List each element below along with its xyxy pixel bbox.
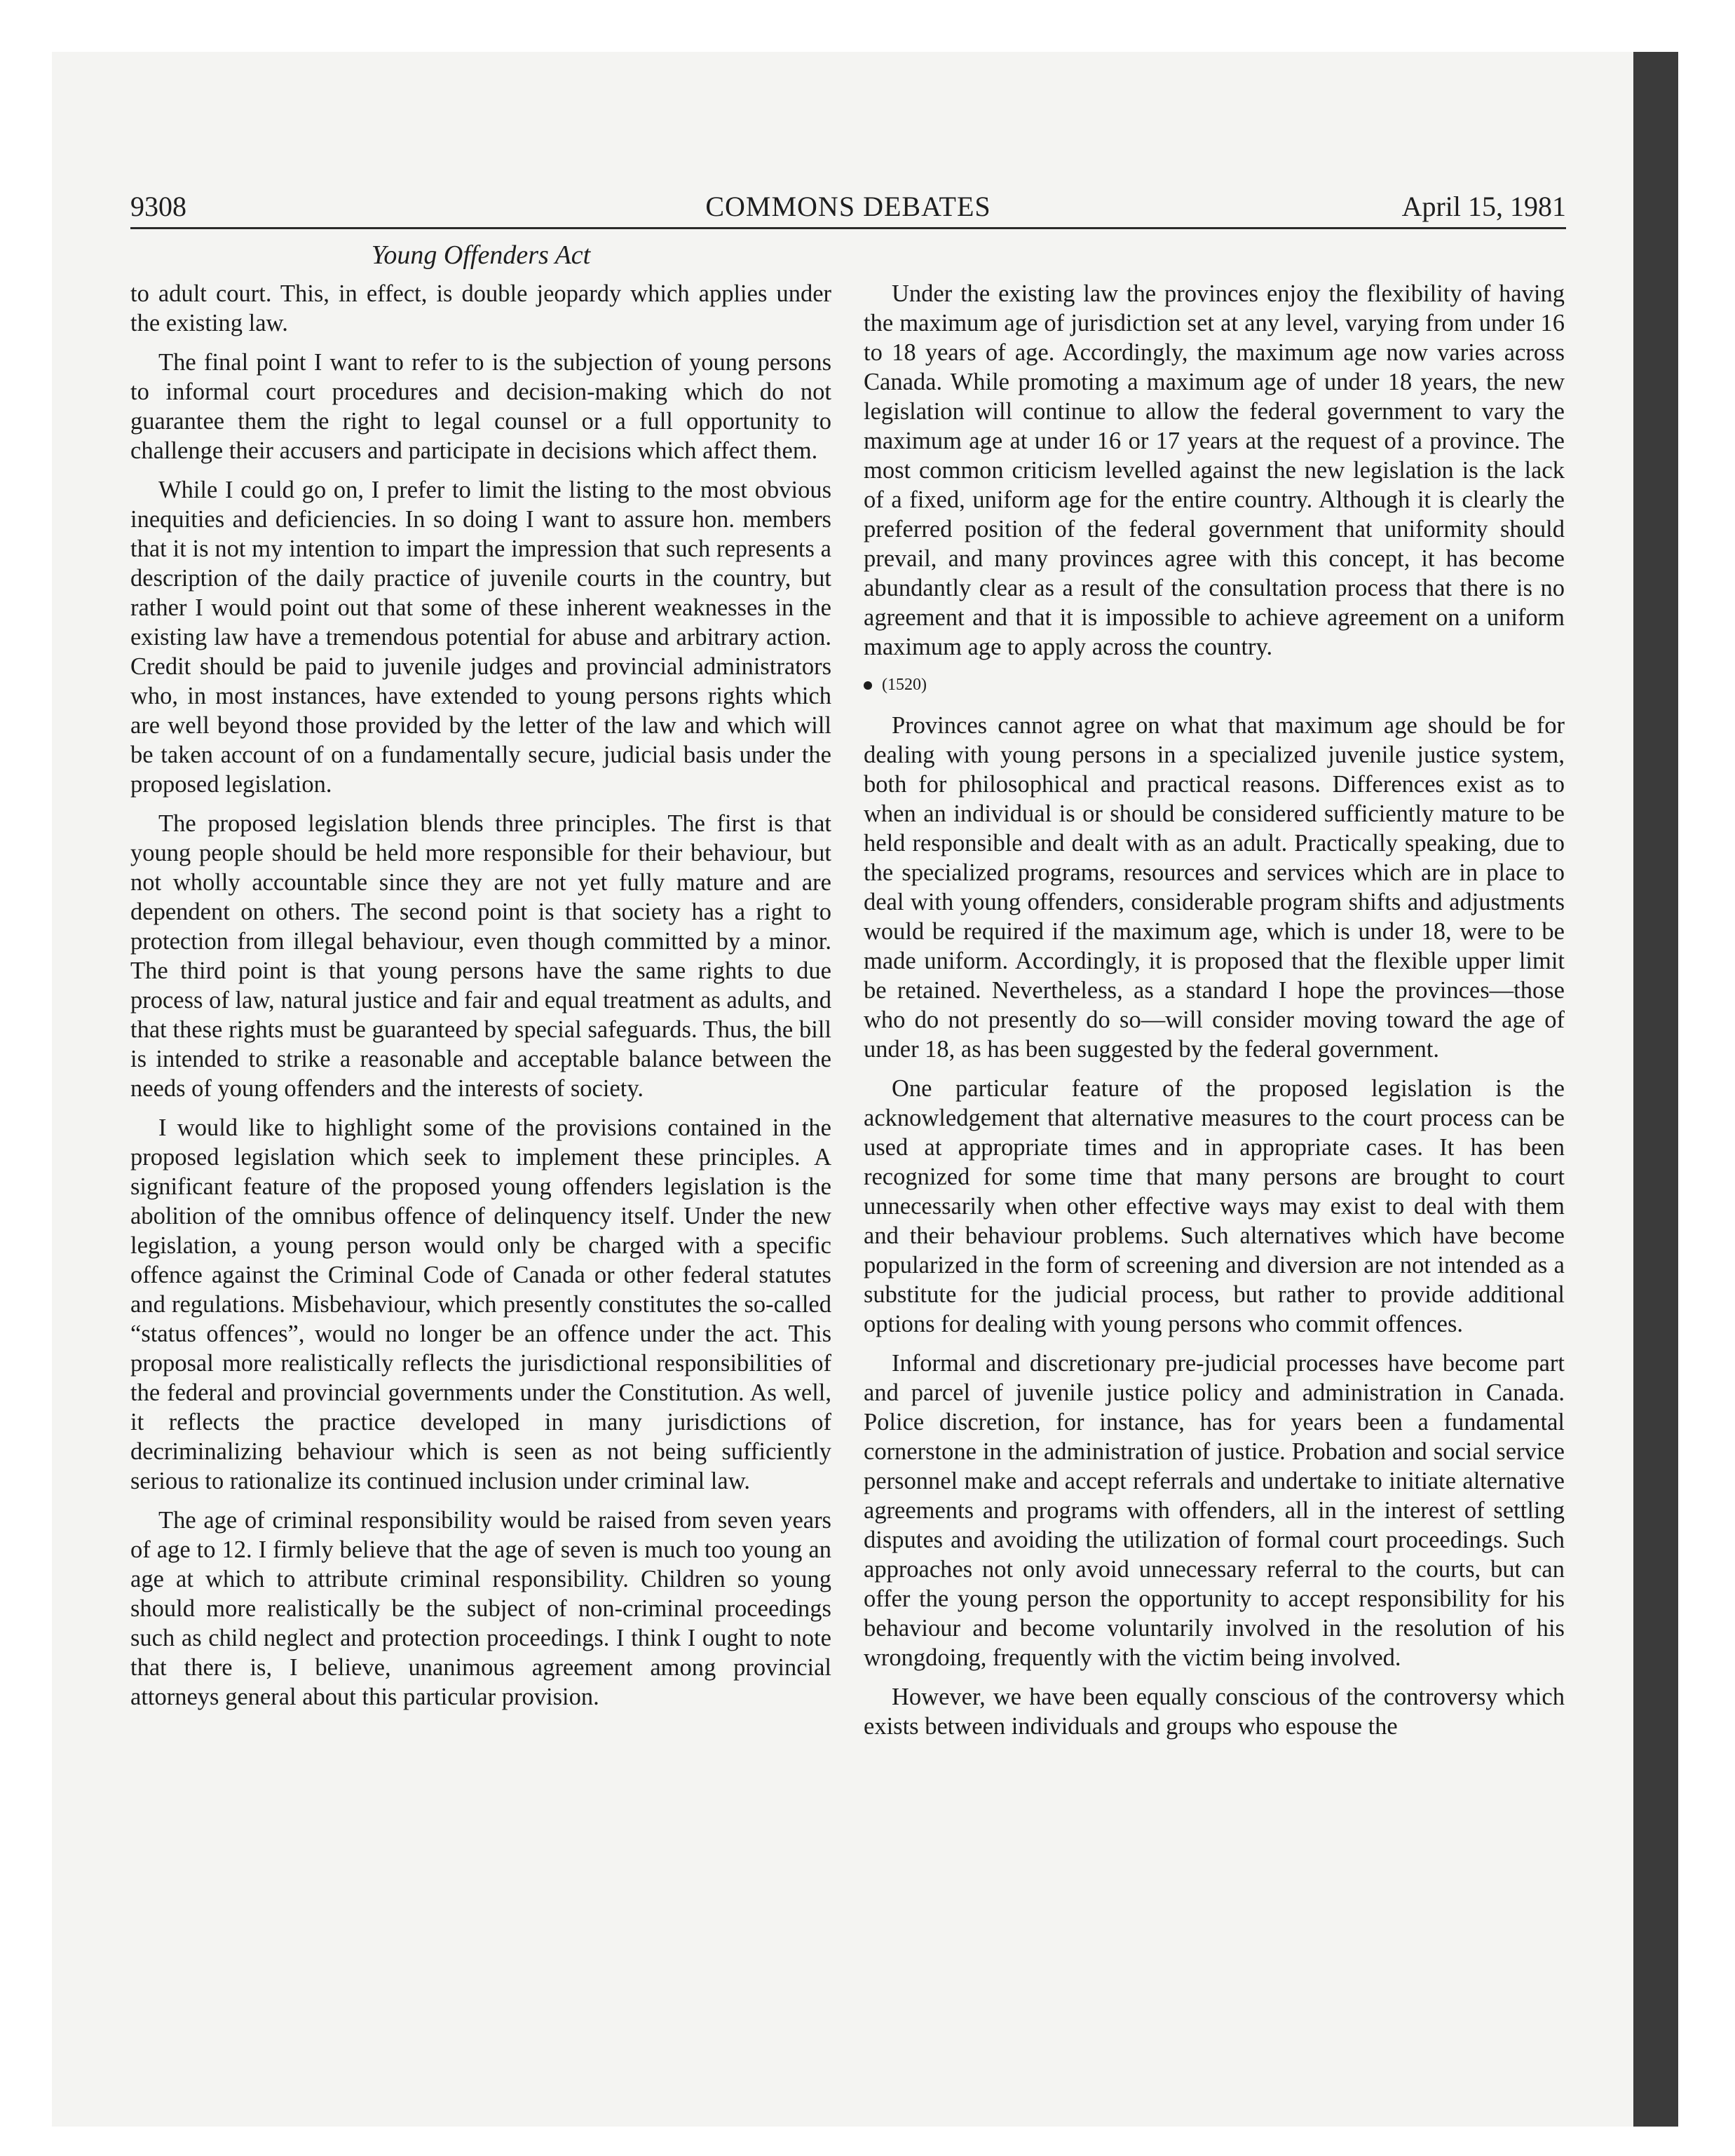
scan-edge-shadow <box>1633 52 1678 2127</box>
paragraph: The proposed legislation blends three principles. The first is that young people should be held more responsible for their behaviour, but not wholly accountable since they are not yet fully mature and are dependent on others. The second point is that society has a right to protection from illegal behaviour, even though committed by a minor. The third point is that young persons have the same rights to due process of law, natural justice and fair and equal treatment as adults, and that these rights must be guaranteed by special safeguards. Thus, the bill is intended to strike a reasonable and acceptable balance between the needs of young offenders and the interests of society. <box>130 810 831 1102</box>
publication-title: COMMONS DEBATES <box>705 191 991 222</box>
paragraph: One particular feature of the proposed legislation is the acknowledgement that alternative measures to the court process can be used at appropriate times and in appropriate cases. It has been recognized for some time that many persons are brought to court unnecessarily when other effective ways may exist to deal with them and their behaviour problems. Such alternatives which have become popularized in the form of screening and diversion are not intended as a substitute for the judicial process, but rather to provide additional options for dealing with young persons who commit offences. <box>864 1075 1565 1337</box>
bullet-icon <box>864 681 872 690</box>
paragraph: The age of criminal responsibility would be raised from seven years of age to 12. I firmly believe that the age of seven is much too young an age at which to attribute criminal responsibility. Children so young should more realistically be the subject of non-criminal proceedings such as child neglect and protection proceedings. I think I ought to note that there is, I believe, unanimous agreement among provincial attorneys general about this particular provision. <box>130 1507 831 1710</box>
right-column <box>864 279 1565 1751</box>
paragraph: The final point I want to refer to is the subjection of young persons to informal court procedures and decision-making which do not guarantee them the right to legal counsel or a full opportunity to challenge their accusers and participate in decisions which affect them. <box>130 349 831 464</box>
time-marker <box>864 674 1565 695</box>
paragraph: Informal and discretionary pre-judicial processes have become part and parcel of juvenile justice policy and administration in Canada. Police discretion, for instance, has for years been a fundamental cornerstone in the administration of justice. Probation and social service personnel make and accept referrals and undertake to initiate alternative agreements and programs with offenders, all in the interest of settling disputes and avoiding the utilization of formal court proceedings. Such approaches not only avoid unnecessary referral to the courts, but can offer the young person the opportunity to accept responsibility for his behaviour and become voluntarily involved in the resolution of his wrongdoing, frequently with the victim being involved. <box>864 1350 1565 1671</box>
page-number: 9308 <box>130 191 186 222</box>
paragraph: However, we have been equally conscious of the controversy which exists between individuals and groups who espouse the <box>864 1684 1565 1740</box>
publication-date: April 15, 1981 <box>1401 191 1566 222</box>
paragraph: I would like to highlight some of the provisions contained in the proposed legislation which seek to implement these principles. A significant feature of the proposed young offenders legislation is the abolition of the omnibus offence of delinquency itself. Under the new legislation, a young person would only be charged with a specific offence against the Criminal Code of Canada or other federal statutes and regulations. Misbehaviour, which presently constitutes the so-called “status offences”, would no longer be an offence under the act. This proposal more realistically reflects the jurisdictional responsibilities of the federal and provincial governments under the Constitution. As well, it reflects the practice developed in many jurisdictions of decriminalizing behaviour which is seen as not being sufficiently serious to rationalize its continued inclusion under criminal law. <box>130 1114 831 1494</box>
running-title: Young Offenders Act <box>371 240 591 270</box>
time-marker-text: (1520) <box>882 676 927 694</box>
paragraph: Provinces cannot agree on what that maximum age should be for dealing with young persons in a specialized juvenile justice system, both for philosophical and practical reasons. Differences exist as to when an individual is or should be considered sufficiently mature to be held responsible and dealt with as an adult. Practically speaking, due to the specialized programs, resources and services which are in place to deal with young offenders, considerable program shifts and adjustments would be required if the maximum age, which is under 18, were to be made uniform. Accordingly, it is proposed that the flexible upper limit be retained. Nevertheless, as a standard I hope the provinces—those who do not presently do so—will consider moving toward the age of under 18, as has been suggested by the federal government. <box>864 712 1565 1063</box>
paragraph: Under the existing law the provinces enjoy the flexibility of having the maximum age of jurisdiction set at any level, varying from under 16 to 18 years of age. Accordingly, the maximum age now varies across Canada. While promoting a maximum age of under 18 years, the new legislation will continue to allow the federal government to vary the maximum age at under 16 or 17 years at the request of a province. The most common criticism levelled against the new legislation is the lack of a fixed, uniform age for the entire country. Although it is clearly the preferred position of the federal government that uniformity should prevail, and many provinces agree with this concept, it has become abundantly clear as a result of the consultation process that there is no agreement and that it is impossible to achieve agreement on a uniform maximum age to apply across the country. <box>864 280 1565 660</box>
page-header <box>130 186 1566 229</box>
left-column <box>130 279 831 1721</box>
paragraph: While I could go on, I prefer to limit the listing to the most obvious inequities and deficiencies. In so doing I want to assure hon. members that it is not my intention to impart the impression that such represents a description of the daily practice of juvenile courts in the country, but rather I would point out that some of these inherent weaknesses in the existing law have a tremendous potential for abuse and arbitrary action. Credit should be paid to juvenile judges and provincial administrators who, in most instances, have extended to young persons rights which are well beyond those provided by the letter of the law and which will be taken account of on a fundamentally secure, judicial basis under the proposed legislation. <box>130 477 831 798</box>
paragraph: to adult court. This, in effect, is double jeopardy which applies under the existing law. <box>130 280 831 336</box>
